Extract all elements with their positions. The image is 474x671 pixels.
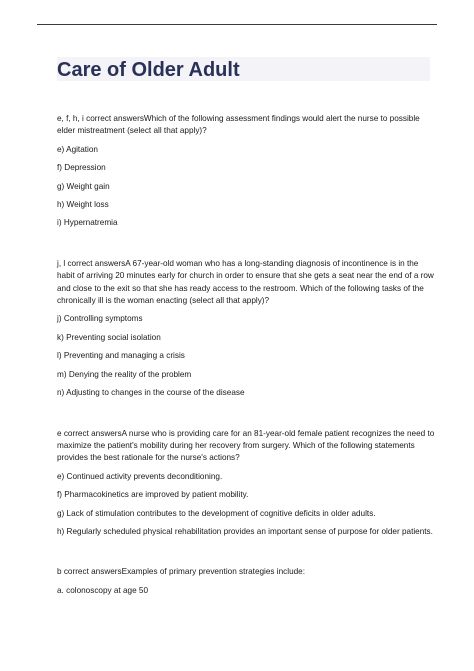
answer-option: e) Agitation xyxy=(57,144,98,154)
question-block xyxy=(57,566,435,597)
question-text: b correct answersExamples of primary prevention strategies include: xyxy=(57,567,306,577)
question-text: e correct answersA nurse who is providing care for an 81-year-old female patient recognizes the need to maximize the patient's mobility during her recovery from surgery. Which of the following statements provides the best rationale for the nurse's actions? xyxy=(57,428,435,463)
answer-option: n) Adjusting to changes in the course of the disease xyxy=(57,388,245,398)
question-block xyxy=(57,113,435,230)
document-body xyxy=(57,113,435,603)
answer-option: e) Continued activity prevents deconditioning. xyxy=(57,471,223,481)
question-text: j, l correct answersA 67-year-old woman who has a long-standing diagnosis of incontinence is in the habit of arriving 20 minutes early for church in order to ensure that she gets a seat near the end of a row and close to the exit so that she has ready access to the restroom. Which of the following tasks of the chronically ill is the woman enacting (select all that apply)? xyxy=(57,258,434,306)
question-block xyxy=(57,428,435,539)
answer-option: g) Lack of stimulation contributes to the development of cognitive deficits in older adults. xyxy=(57,508,376,518)
answer-option: h) Regularly scheduled physical rehabilitation provides an important sense of purpose for older patients. xyxy=(57,526,433,536)
answer-option: m) Denying the reality of the problem xyxy=(57,369,192,379)
answer-option: j) Controlling symptoms xyxy=(57,314,143,324)
answer-option: g) Weight gain xyxy=(57,181,110,191)
document-title: Care of Older Adult xyxy=(57,59,240,81)
answer-option: i) Hypernatremia xyxy=(57,218,118,228)
answer-option: f) Depression xyxy=(57,163,106,173)
answer-option: a. colonoscopy at age 50 xyxy=(57,585,149,595)
question-block xyxy=(57,258,435,400)
answer-option: f) Pharmacokinetics are improved by patient mobility. xyxy=(57,490,249,500)
answer-option: k) Preventing social isolation xyxy=(57,332,161,342)
question-text: e, f, h, i correct answersWhich of the following assessment findings would alert the nurse to possible elder mistreatment (select all that apply)? xyxy=(57,114,420,136)
answer-option: h) Weight loss xyxy=(57,200,109,210)
top-rule xyxy=(37,24,437,25)
answer-option: l) Preventing and managing a crisis xyxy=(57,351,185,361)
